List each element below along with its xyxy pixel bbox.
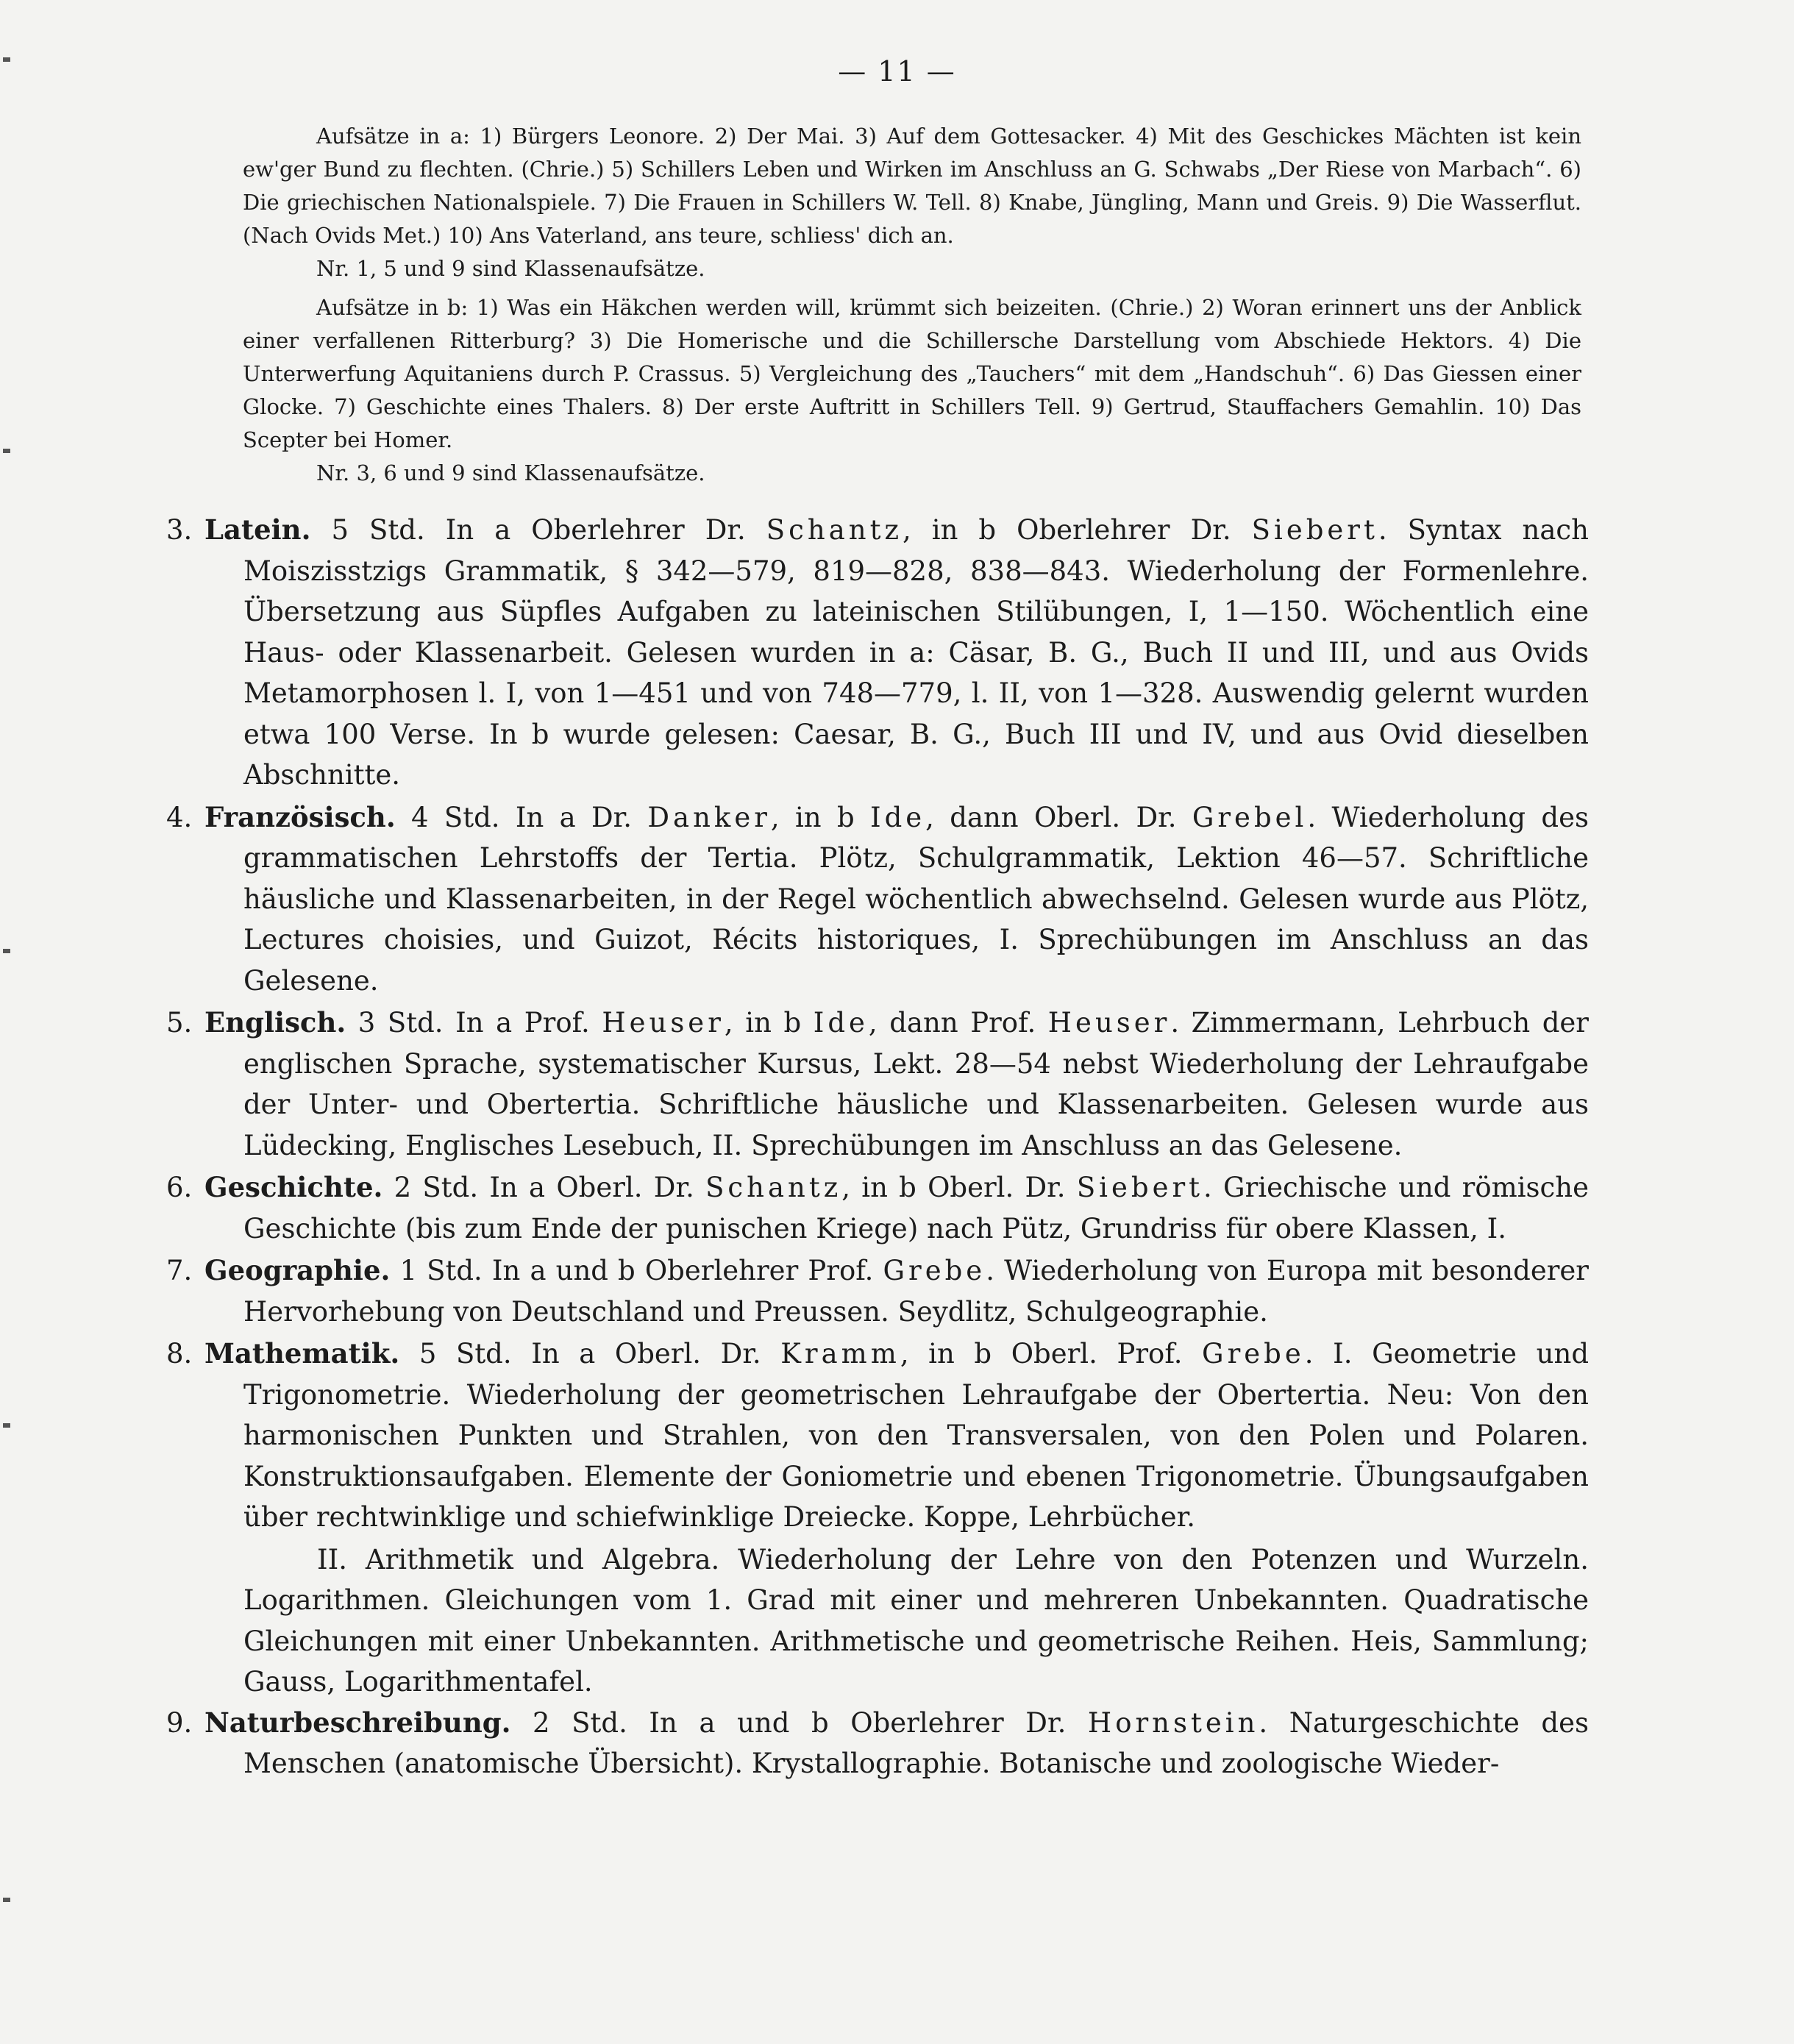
item-number: 8. (166, 1338, 193, 1370)
item-text: . Naturgeschichte des Menschen (anatomische Übersicht). Krystallographie. Botanische und zoologische Wieder- (243, 1706, 1589, 1779)
subject-title: Naturbeschreibung. (204, 1706, 511, 1739)
item-text: . Wiederholung des grammatischen Lehrstoffs der Tertia. Plötz, Schulgrammatik, Lektion 46—57. Schriftliche häusliche und Klassenarbeiten, in der Regel wöchentlich abwechselnd. Gelesen wurde aus Plötz, Lectures choisies, und Guizot, Récits historiques, I. Sprechübungen im Anschluss an das Gelesene. (243, 801, 1589, 997)
teacher-name: Grebe (1202, 1338, 1305, 1370)
item-text: 3 Std. In a Prof. (346, 1007, 602, 1039)
subject-item-mathematik (166, 1333, 1589, 1538)
item-text: 5 Std. In a Oberlehrer Dr. (310, 514, 766, 546)
teacher-name: Heuser (1047, 1007, 1171, 1039)
item-number: 9. (166, 1706, 193, 1739)
subject-item-naturbeschreibung (166, 1703, 1589, 1784)
essays-class-a-note: Nr. 1, 5 und 9 sind Klassenaufsätze. (316, 256, 705, 281)
subject-title: Geographie. (204, 1254, 391, 1286)
teacher-name: Grebel (1192, 801, 1308, 833)
subject-title: Mathematik. (204, 1337, 400, 1370)
teacher-name: Siebert (1076, 1172, 1204, 1203)
teacher-name: Schantz (705, 1172, 842, 1203)
item-number: 6. (166, 1172, 193, 1203)
item-text: . Wiederholung von Europa mit besonderer Hervorhebung von Deutschland und Preussen. Seydlitz, Schulgeographie. (243, 1255, 1589, 1328)
teacher-name: Ide (813, 1007, 869, 1039)
item-text: , in b (770, 801, 870, 833)
scan-edge-mark (3, 1898, 10, 1902)
teacher-name: Ide (869, 801, 926, 833)
teacher-name: Kramm (780, 1338, 900, 1370)
subject-item-franzoesisch (166, 797, 1589, 1002)
page-number: — 11 — (838, 55, 956, 88)
item-text: 4 Std. In a Dr. (395, 801, 648, 833)
subject-title: Französisch. (204, 800, 396, 833)
teacher-name: Siebert (1251, 514, 1378, 546)
teacher-name: Heuser (602, 1007, 725, 1039)
teacher-name: Danker (647, 801, 771, 833)
subject-item-latein (166, 510, 1589, 796)
scan-edge-mark (3, 1423, 10, 1428)
mathematik-arithmetik-paragraph: II. Arithmetik und Algebra. Wiederholung der Lehre von den Potenzen und Wurzeln. Logarithmen. Gleichungen vom 1. Grad mit einer und mehreren Unbekannten. Quadratische Gleichungen mit einer Unbekannten. Arithmetische und geometrische Reihen. Heis, Sammlung; Gauss, Logarithmentafel. (243, 1543, 1589, 1698)
subject-list (166, 510, 1589, 1786)
item-number: 5. (166, 1007, 193, 1039)
item-text: , in b (724, 1007, 814, 1039)
item-text: 2 Std. In a und b Oberlehrer Dr. (510, 1706, 1088, 1739)
subject-item-geschichte (166, 1167, 1589, 1249)
item-text: , in b Oberlehrer Dr. (902, 514, 1252, 546)
essays-class-b: Aufsätze in b: 1) Was ein Häkchen werden will, krümmt sich beizeiten. (Chrie.) 2) Woran erinnert uns der Anblick einer verfallenen Ritterburg? 3) Die Homerische und die Schillersche Darstellung vom Abschiede Hektors. 4) Die Unterwerfung Aquitaniens durch P. Crassus. 5) Vergleichung des „Tauchers“ mit dem „Handschuh“. 6) Das Giessen einer Glocke. 7) Geschichte eines Thalers. 8) Der erste Auftritt in Schillers Tell. 9) Gertrud, Stauffachers Gemahlin. 10) Das Scepter bei Homer. (243, 295, 1581, 452)
item-number: 7. (166, 1255, 193, 1286)
subject-title: Englisch. (204, 1006, 346, 1039)
item-number: 4. (166, 801, 193, 833)
item-text: , in b Oberl. Dr. (841, 1172, 1077, 1203)
item-text: , in b Oberl. Prof. (900, 1338, 1203, 1370)
item-text: 2 Std. In a Oberl. Dr. (382, 1172, 706, 1203)
essay-block (243, 120, 1581, 490)
subject-item-englisch (166, 1003, 1589, 1166)
item-text: , dann Prof. (868, 1007, 1048, 1039)
item-text: 5 Std. In a Oberl. Dr. (399, 1338, 781, 1370)
teacher-name: Hornstein (1087, 1706, 1259, 1739)
scan-edge-mark (3, 449, 10, 453)
item-number: 3. (166, 514, 193, 546)
scan-edge-mark (3, 949, 10, 953)
item-text: . Syntax nach Moiszisstzigs Grammatik, § 342—579, 819—828, 838—843. Wiederholung der Formenlehre. Übersetzung aus Süpfles Aufgaben zu lateinischen Stilübungen, I, 1—150. Wöchentlich eine Haus- oder Klassenarbeit. Gelesen wurden in a: Cäsar, B. G., Buch II und III, und aus Ovids Metamorphosen l. I, von 1—451 und von 748—779, l. II, von 1—328. Auswendig gelernt wurden etwa 100 Verse. In b wurde gelesen: Caesar, B. G., Buch III und IV, und aus Ovid dieselben Abschnitte. (243, 514, 1589, 791)
item-text: 1 Std. In a und b Oberlehrer Prof. (390, 1255, 883, 1286)
item-text: . I. Geometrie und Trigonometrie. Wiederholung der geometrischen Lehraufgabe der Obertertia. Neu: Von den harmonischen Punkten und Strahlen, von den Transversalen, von den Polen und Polaren. Konstruktionsaufgaben. Elemente der Goniometrie und ebenen Trigonometrie. Übungsaufgaben über rechtwinklige und schiefwinklige Dreiecke. Koppe, Lehrbücher. (243, 1338, 1589, 1533)
item-text: . Griechische und römische Geschichte (bis zum Ende der punischen Kriege) nach Pütz, Grundriss für obere Klassen, I. (243, 1172, 1589, 1244)
essays-class-a: Aufsätze in a: 1) Bürgers Leonore. 2) Der Mai. 3) Auf dem Gottesacker. 4) Mit des Geschickes Mächten ist kein ew'ger Bund zu flechten. (Chrie.) 5) Schillers Leben und Wirken im Anschluss an G. Schwabs „Der Riese von Marbach“. 6) Die griechischen Nationalspiele. 7) Die Frauen in Schillers W. Tell. 8) Knabe, Jüngling, Mann und Greis. 9) Die Wasserflut. (Nach Ovids Met.) 10) Ans Vaterland, ans teure, schliess' dich an. (243, 124, 1581, 248)
subject-title: Latein. (204, 513, 311, 546)
teacher-name: Schantz (766, 514, 903, 546)
subject-title: Geschichte. (204, 1171, 383, 1203)
item-text: . Zimmermann, Lehrbuch der englischen Sprache, systematischer Kursus, Lekt. 28—54 nebst Wiederholung der Lehraufgabe der Unter- und Obertertia. Schriftliche häusliche und Klassenarbeiten. Gelesen wurde aus Lüdecking, Englisches Lesebuch, II. Sprechübungen im Anschluss an das Gelesene. (243, 1007, 1589, 1161)
subject-item-geographie (166, 1250, 1589, 1332)
teacher-name: Grebe (883, 1255, 986, 1286)
item-text: , dann Oberl. Dr. (925, 801, 1192, 833)
essays-class-b-note: Nr. 3, 6 und 9 sind Klassenaufsätze. (316, 460, 705, 485)
